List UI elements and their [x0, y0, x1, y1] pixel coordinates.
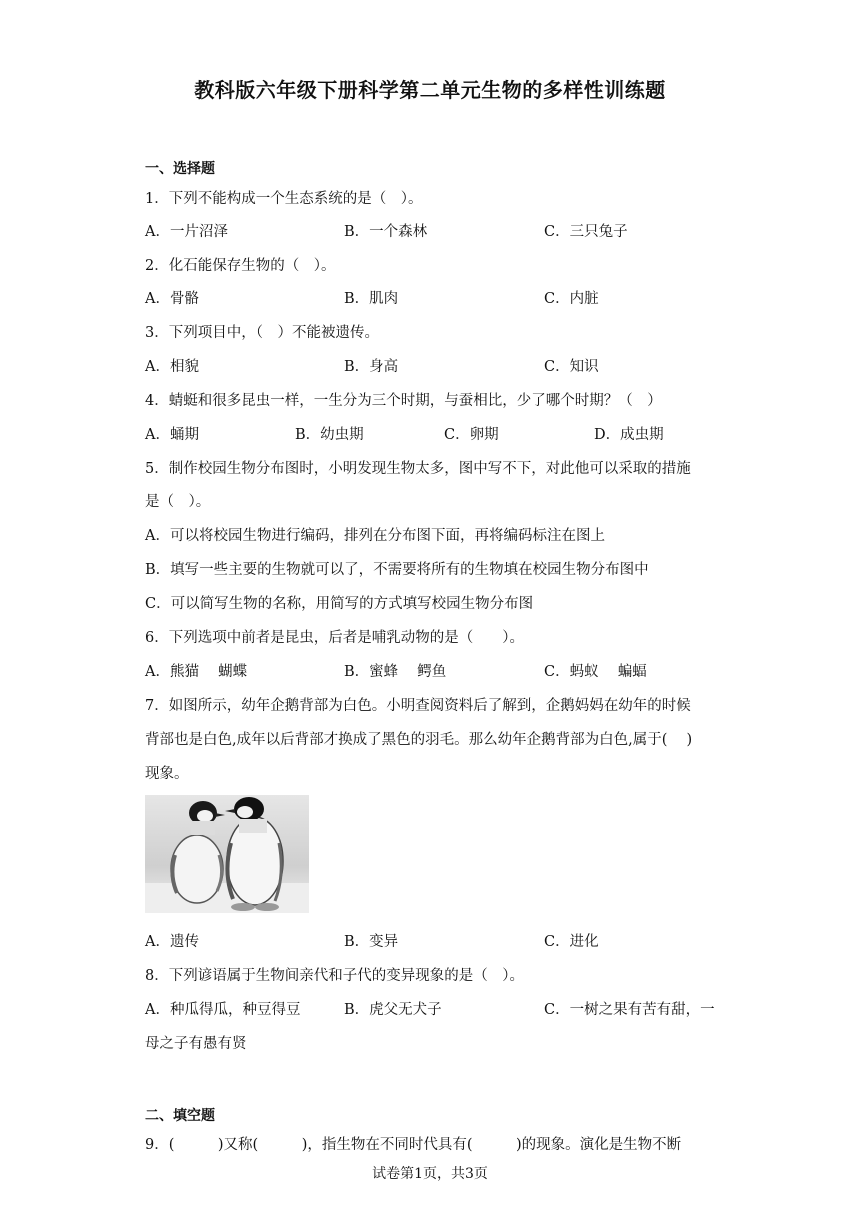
question-7-stem-line2: 背部也是白色,成年以后背部才换成了黑色的羽毛。那么幼年企鹅背部为白色,属于( ): [145, 732, 693, 748]
question-7-stem-line1: 7．如图所示，幼年企鹅背部为白色。小明查阅资料后了解到，企鹅妈妈在幼年的时候: [145, 698, 691, 714]
q3-option-c: C．知识: [544, 359, 599, 375]
q8-option-a: A．种瓜得瓜，种豆得豆: [145, 1002, 301, 1018]
q5-option-c: C．可以简写生物的名称，用简写的方式填写校园生物分布图: [145, 596, 534, 612]
q7-option-c: C．进化: [544, 934, 599, 950]
question-8-stem: 8．下列谚语属于生物间亲代和子代的变异现象的是（ ）。: [145, 968, 524, 984]
q1-option-a: A．一片沼泽: [145, 224, 228, 240]
question-7-stem-line3: 现象。: [145, 766, 189, 782]
q7-option-b: B．变异: [344, 934, 399, 950]
section-heading-fill: 二、填空题: [145, 1108, 215, 1124]
q6-option-a: A．熊猫 蝴蝶: [145, 664, 248, 680]
q2-option-a: A．骨骼: [145, 291, 199, 307]
question-3-stem: 3．下列项目中，（ ）不能被遗传。: [145, 325, 379, 341]
q8-option-b: B．虎父无犬子: [344, 1002, 442, 1018]
question-6-stem: 6．下列选项中前者是昆虫，后者是哺乳动物的是（ ）。: [145, 630, 524, 646]
q4-option-b: B．幼虫期: [295, 427, 364, 443]
q4-option-c: C．卵期: [444, 427, 499, 443]
q3-option-b: B．身高: [344, 359, 399, 375]
q8-option-c-continued: 母之子有愚有贤: [145, 1036, 247, 1052]
q5-option-a: A．可以将校园生物进行编码，排列在分布图下面，再将编码标注在图上: [145, 528, 605, 544]
question-5-stem-line2: 是（ ）。: [145, 494, 211, 510]
q6-option-c: C．蚂蚁 蝙蝠: [544, 664, 647, 680]
q2-option-b: B．肌肉: [344, 291, 399, 307]
question-1-stem: 1．下列不能构成一个生态系统的是（ ）。: [145, 191, 423, 207]
section-heading-choice: 一、选择题: [145, 161, 215, 177]
q1-option-b: B．一个森林: [344, 224, 428, 240]
q2-option-c: C．内脏: [544, 291, 599, 307]
question-9-stem: 9．( )又称( )，指生物在不同时代具有( )的现象。演化是生物不断: [145, 1137, 682, 1153]
q6-option-b: B．蜜蜂 鳄鱼: [344, 664, 447, 680]
q8-option-c: C．一树之果有苦有甜，一: [544, 1002, 715, 1018]
penguin-photo-icon: [145, 795, 309, 913]
q5-option-b: B．填写一些主要的生物就可以了，不需要将所有的生物填在校园生物分布图中: [145, 562, 649, 578]
q4-option-d: D．成虫期: [594, 427, 664, 443]
q1-option-c: C．三只兔子: [544, 224, 628, 240]
page-title: 教科版六年级下册科学第二单元生物的多样性训练题: [194, 78, 666, 102]
q3-option-a: A．相貌: [145, 359, 199, 375]
question-4-stem: 4．蜻蜓和很多昆虫一样，一生分为三个时期，与蚕相比，少了哪个时期？（ ）: [145, 393, 662, 409]
question-5-stem-line1: 5．制作校园生物分布图时，小明发现生物太多，图中写不下，对此他可以采取的措施: [145, 461, 691, 477]
page-footer: 试卷第1页，共3页: [372, 1166, 488, 1182]
question-2-stem: 2．化石能保存生物的（ ）。: [145, 258, 336, 274]
q4-option-a: A．蛹期: [145, 427, 199, 443]
q7-option-a: A．遗传: [145, 934, 199, 950]
